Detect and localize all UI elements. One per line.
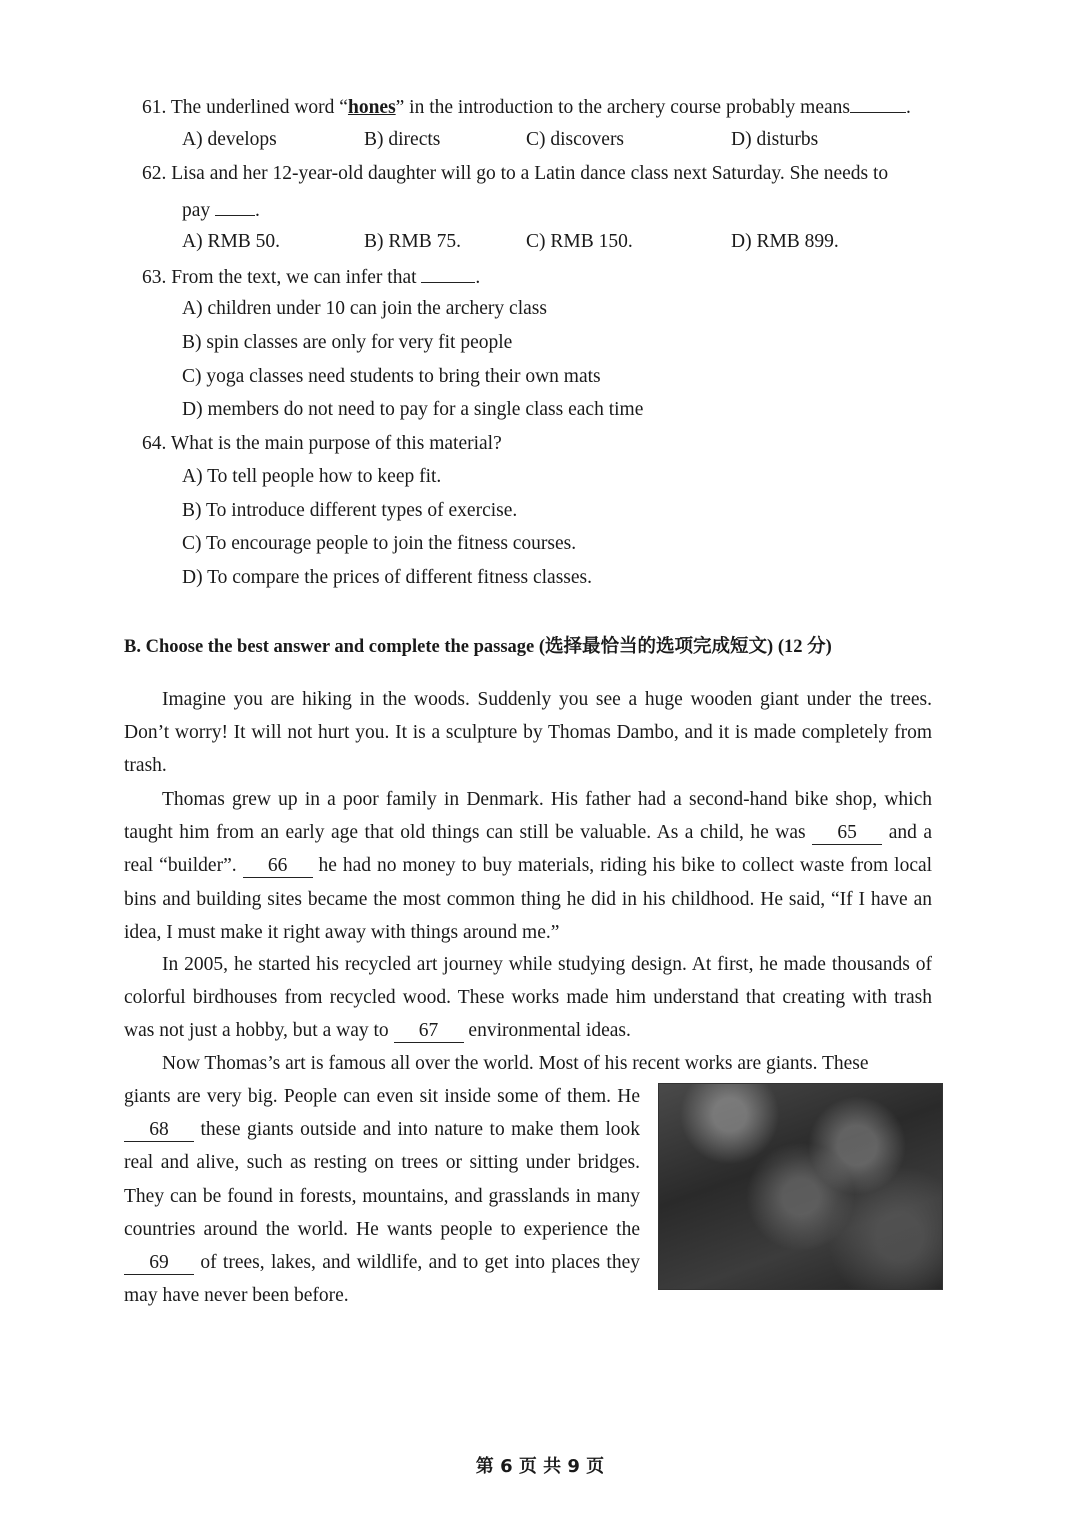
- question-64: 64. What is the main purpose of this material?: [142, 433, 502, 454]
- option-64-a: A) To tell people how to keep fit.: [182, 466, 442, 487]
- underlined-word: hones: [347, 97, 396, 118]
- question-63: [142, 264, 480, 290]
- passage-paragraph-3: [124, 948, 932, 1048]
- option-62-a: A) RMB 50.: [182, 231, 281, 252]
- option-63-b: B) spin classes are only for very fit people: [182, 332, 513, 353]
- option-63-d: D) members do not need to pay for a single class each time: [182, 399, 644, 420]
- question-61: [142, 94, 911, 120]
- option-62-c: C) RMB 150.: [526, 231, 633, 252]
- paragraph-4-text-c: these giants outside and into nature to make them look real and alive, such as resting on trees or sitting under bridges. They can be found in forests, mountains, and grasslands in many countries around the world. He wants people to experience the: [124, 1119, 640, 1240]
- option-61-d: D) disturbs: [731, 129, 819, 150]
- option-63-c: C) yoga classes need students to bring their own mats: [182, 366, 601, 387]
- answer-blank: [850, 94, 906, 113]
- question-63-end: .: [475, 267, 481, 288]
- option-64-b: B) To introduce different types of exercise.: [182, 500, 518, 521]
- blank-66: 66: [243, 855, 313, 878]
- question-61-suffix: ” in the introduction to the archery course probably means: [395, 97, 850, 118]
- option-64-c: C) To encourage people to join the fitness courses.: [182, 533, 577, 554]
- question-61-prefix: 61. The underlined word “: [142, 97, 348, 118]
- option-61-b: B) directs: [364, 129, 441, 150]
- passage-paragraph-4: [124, 1080, 640, 1312]
- question-61-end: .: [905, 97, 911, 118]
- paragraph-2-text-a: Thomas grew up in a poor family in Denmark. His father had a second-hand bike shop, which taught him from an early age that old things can still be valuable. As a child, he was: [124, 789, 932, 844]
- passage-paragraph-1: Imagine you are hiking in the woods. Suddenly you see a huge wooden giant under the trees. Don’t worry! It will not hurt you. It is a sculpture by Thomas Dambo, and it is made completely from trash.: [124, 689, 932, 777]
- question-62: 62. Lisa and her 12-year-old daughter will go to a Latin dance class next Saturday. She needs to: [142, 163, 889, 184]
- option-64-d: D) To compare the prices of different fitness classes.: [182, 567, 592, 588]
- section-b-title: B. Choose the best answer and complete the passage (选择最恰当的选项完成短文) (12 分): [124, 637, 832, 657]
- paragraph-4-text-b: giants are very big. People can even sit inside some of them. He: [124, 1086, 640, 1107]
- answer-blank: [215, 197, 255, 216]
- question-63-stem: 63. From the text, we can infer that: [142, 267, 417, 288]
- blank-68: 68: [124, 1119, 194, 1142]
- blank-69: 69: [124, 1252, 194, 1275]
- blank-65: 65: [812, 822, 882, 845]
- option-61-c: C) discovers: [526, 129, 625, 150]
- option-62-b: B) RMB 75.: [364, 231, 461, 252]
- paragraph-2-text-c: he had no money to buy materials, riding his bike to collect waste from local bins and building sites became the most common thing he did in his childhood. He said, “If I have an idea, I must make it right away with things around me.”: [124, 855, 933, 943]
- passage-paragraph-2: [124, 783, 932, 949]
- option-62-d: D) RMB 899.: [731, 231, 839, 252]
- option-63-a: A) children under 10 can join the archery class: [182, 298, 547, 319]
- paragraph-3-text-b: environmental ideas.: [468, 1020, 631, 1042]
- paragraph-3-text-a: In 2005, he started his recycled art journey while studying design. At first, he made thousands of colorful birdhouses from recycled wood. These works made him understand that creating with trash was not just a hobby, but a way to: [124, 954, 932, 1042]
- blank-67: 67: [394, 1020, 464, 1043]
- paragraph-2-text-b: and a real “builder”.: [124, 822, 933, 877]
- option-61-a: A) develops: [182, 129, 277, 150]
- paragraph-4-text-d: of trees, lakes, and wildlife, and to get into places they may have never been before.: [124, 1252, 641, 1307]
- passage-paragraph-4-first-line: Now Thomas’s art is famous all over the world. Most of his recent works are giants. These: [162, 1053, 869, 1074]
- question-62-pay: pay: [182, 200, 211, 221]
- answer-blank: [421, 264, 475, 283]
- giant-sculpture-photo: [658, 1083, 943, 1290]
- page-number: 第 6 页 共 9 页: [475, 1456, 605, 1477]
- question-62-end: .: [255, 200, 260, 221]
- question-62-line2: [182, 197, 260, 223]
